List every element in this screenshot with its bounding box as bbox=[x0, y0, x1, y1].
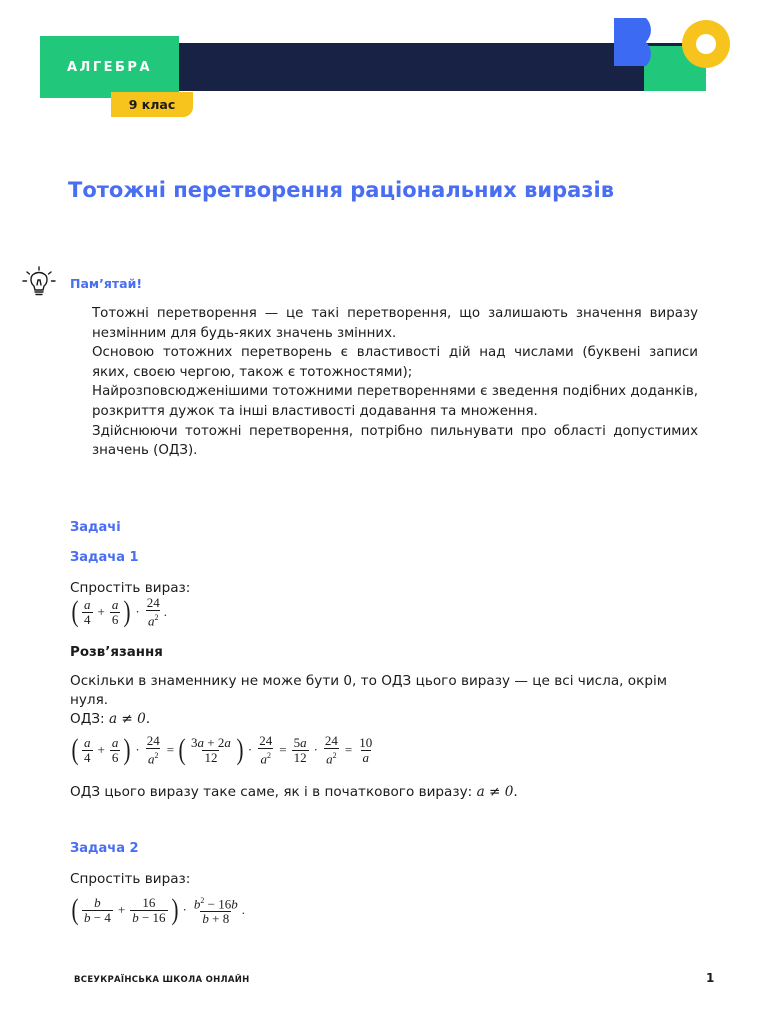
remember-heading: Пам’ятай! bbox=[70, 276, 143, 291]
task1-heading: Задача 1 bbox=[70, 550, 139, 565]
remember-paragraph: Основою тотожних перетворень є властивості дій над числами (буквені записи яких, своєю чергою, також є тотожностями); bbox=[92, 345, 698, 380]
closing-text: ОДЗ цього виразу таке саме, як і в початкового виразу: bbox=[70, 784, 473, 800]
task1-solution-chain: ( $\frac{a}{4}$ + $\frac{a}{6}$ ) · $\frac{24}{a^2}$ = ( $\frac{3a + 2a}{12}$ ) · $\frac{24}{a^2}$ = $\frac{5a}{12}$ · $\frac{24}{a^2}$ = $\frac{10}{a}$ bbox=[71, 733, 373, 767]
remember-paragraph: Найрозповсюдженішими тотожними перетвореннями є зведення подібних доданків, розкриття дужок та інші властивості додавання та множення. bbox=[92, 384, 698, 419]
solution-heading: Розв’язання bbox=[70, 645, 163, 660]
school-logo-icon bbox=[614, 18, 734, 93]
remember-body bbox=[92, 304, 698, 461]
task1-prompt: Спростіть вираз: bbox=[70, 580, 191, 596]
task2-heading: Задача 2 bbox=[70, 841, 139, 856]
odz-label: ОДЗ: bbox=[70, 711, 105, 727]
page-title: Тотожні перетворення раціональних виразів bbox=[68, 178, 614, 202]
odz-expression: a ≠ 0. bbox=[108, 711, 151, 727]
lightbulb-icon bbox=[22, 266, 56, 300]
footer-school-name: ВСЕУКРАЇНСЬКА ШКОЛА ОНЛАЙН bbox=[74, 975, 250, 985]
page-number: 1 bbox=[706, 971, 715, 985]
grade-label: 9 клас bbox=[111, 92, 193, 117]
odz-line bbox=[70, 710, 150, 729]
task1-expression: ( $\frac{a}{4}$ + $\frac{a}{6}$ ) · $\frac{24}{a^2}$ . bbox=[71, 595, 167, 629]
task2-expression: ( $\frac{b}{b - 4}$ + $\frac{16}{b - 16}$ ) · $\frac{b^2 - 16b}{b + 8}$ . bbox=[71, 893, 245, 927]
task2-prompt: Спростіть вираз: bbox=[70, 871, 191, 887]
solution-text: Оскільки в знаменнику не може бути 0, то ОДЗ цього виразу — це всі числа, окрім нуля. bbox=[70, 673, 667, 708]
closing-expression: a ≠ 0. bbox=[476, 784, 518, 800]
task1-closing bbox=[70, 783, 518, 802]
tasks-heading: Задачі bbox=[70, 520, 121, 535]
remember-paragraph: Здійснюючи тотожні перетворення, потрібно пильнувати про області допустимих значень (ОДЗ). bbox=[92, 423, 698, 459]
subject-label: АЛГЕБРА bbox=[40, 36, 179, 98]
remember-paragraph: Тотожні перетворення — це такі перетворення, що залишають значення виразу незмінним для будь-яких значень змінних. bbox=[92, 306, 698, 341]
